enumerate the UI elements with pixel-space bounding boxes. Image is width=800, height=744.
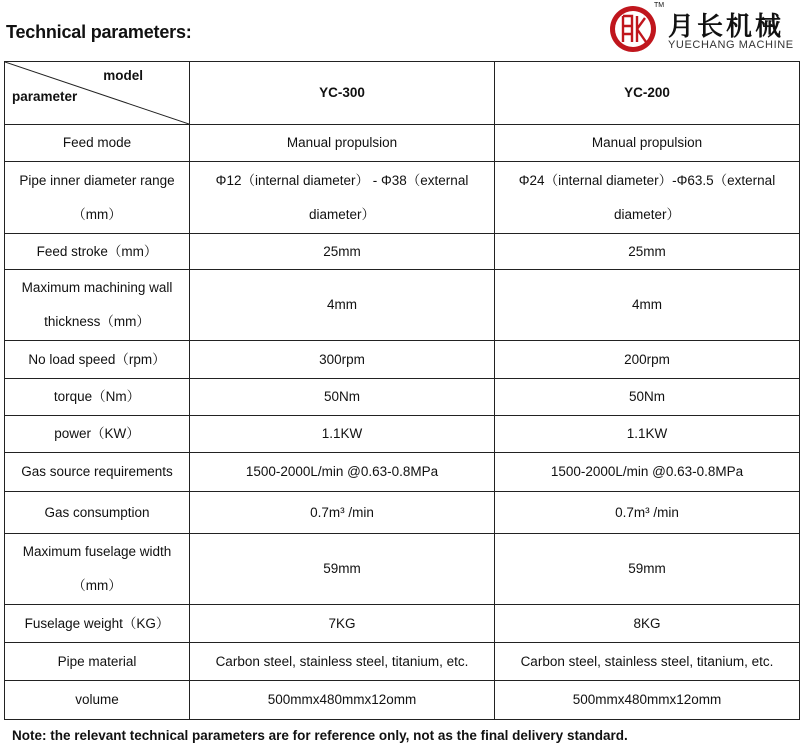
table-row [5, 643, 800, 681]
parameter-value: 4mm [495, 270, 800, 341]
parameter-value: 500mmx480mmx12omm [190, 681, 495, 720]
parameter-value: Manual propulsion [190, 125, 495, 162]
parameter-value: 59mm [495, 534, 800, 605]
parameter-name: volume [5, 681, 190, 720]
parameter-value: 1500-2000L/min @0.63-0.8MPa [495, 453, 800, 492]
parameter-name: power（KW） [5, 416, 190, 453]
parameter-name: Maximum fuselage width （mm） [5, 534, 190, 605]
table-row [5, 270, 800, 341]
table-row [5, 162, 800, 234]
model-label: model [103, 68, 143, 83]
table-row [5, 681, 800, 720]
parameter-name: Pipe inner diameter range （mm） [5, 162, 190, 234]
parameter-value: 300rpm [190, 341, 495, 379]
parameter-value: 7KG [190, 605, 495, 643]
parameter-value: 25mm [190, 234, 495, 270]
parameter-name: Gas consumption [5, 492, 190, 534]
table-row [5, 534, 800, 605]
table-row [5, 341, 800, 379]
table-row [5, 416, 800, 453]
parameter-value: Manual propulsion [495, 125, 800, 162]
parameter-value: 50Nm [190, 379, 495, 416]
parameter-name: torque（Nm） [5, 379, 190, 416]
table-row [5, 379, 800, 416]
parameter-value: Carbon steel, stainless steel, titanium, etc. [190, 643, 495, 681]
technical-parameters-table [4, 61, 800, 720]
parameter-value: 59mm [190, 534, 495, 605]
logo-chinese-name: 月长机械 [668, 12, 785, 42]
parameter-value: 4mm [190, 270, 495, 341]
table-row [5, 234, 800, 270]
parameter-name: Fuselage weight（KG） [5, 605, 190, 643]
parameter-value: Carbon steel, stainless steel, titanium, etc. [495, 643, 800, 681]
reference-note: Note: the relevant technical parameters are for reference only, not as the final delivery standard. [12, 728, 628, 743]
parameter-value: 0.7m³ /min [495, 492, 800, 534]
page-title: Technical parameters: [6, 22, 192, 42]
parameter-value: 500mmx480mmx12omm [495, 681, 800, 720]
trademark-mark: TM [654, 2, 665, 9]
parameter-label: parameter [12, 89, 78, 104]
logo-english-name: YUECHANG MACHINE [668, 39, 794, 51]
parameter-name: Pipe material [5, 643, 190, 681]
company-logo [608, 2, 798, 54]
header-row [5, 62, 800, 125]
table-row [5, 453, 800, 492]
parameter-name: Feed mode [5, 125, 190, 162]
parameter-name: Gas source requirements [5, 453, 190, 492]
parameter-value: 1.1KW [495, 416, 800, 453]
parameter-value: Φ24（internal diameter）-Φ63.5（external diameter） [495, 162, 800, 234]
parameter-value: 8KG [495, 605, 800, 643]
table-row [5, 492, 800, 534]
table-row [5, 605, 800, 643]
parameter-value: 50Nm [495, 379, 800, 416]
table-row [5, 125, 800, 162]
parameter-value: 0.7m³ /min [190, 492, 495, 534]
model-header-yc300: YC-300 [190, 62, 495, 125]
parameter-name: Feed stroke（mm） [5, 234, 190, 270]
parameter-value: 1500-2000L/min @0.63-0.8MPa [190, 453, 495, 492]
parameter-name: No load speed（rpm） [5, 341, 190, 379]
parameter-value: Φ12（internal diameter） - Φ38（external diameter） [190, 162, 495, 234]
parameter-value: 1.1KW [190, 416, 495, 453]
parameter-value: 25mm [495, 234, 800, 270]
model-header-yc200: YC-200 [495, 62, 800, 125]
parameter-value: 200rpm [495, 341, 800, 379]
yuechang-logo-icon [608, 4, 658, 54]
diagonal-header-cell [5, 62, 190, 125]
parameter-name: Maximum machining wall thickness（mm） [5, 270, 190, 341]
